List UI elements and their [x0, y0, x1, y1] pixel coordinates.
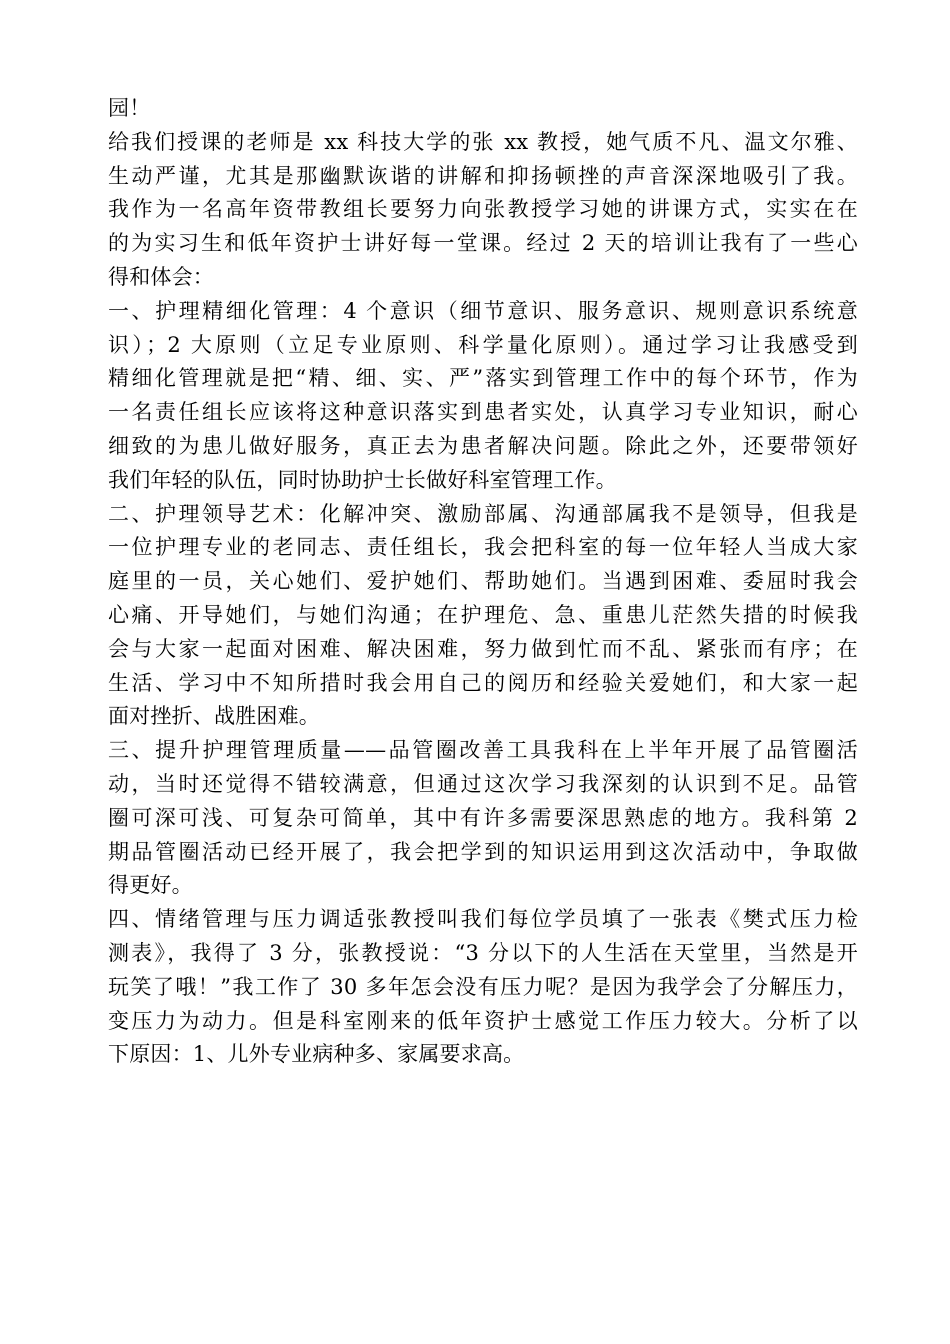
- text-line: 给我们授课的老师是 xx 科技大学的张 xx 教授，她气质不凡、温文尔雅、: [108, 129, 858, 154]
- text-line: 庭里的一员，关心她们、爱护她们、帮助她们。当遇到困难、委屈时我会: [108, 569, 858, 594]
- text-line: 会与大家一起面对困难、解决困难，努力做到忙而不乱、紧张而有序；在: [108, 636, 858, 661]
- text-line: 下原因：1、儿外专业病种多、家属要求高。: [108, 1042, 525, 1067]
- text-line: 一位护理专业的老同志、责任组长，我会把科室的每一位年轻人当成大家: [108, 535, 858, 560]
- text-line: 面对挫折、战胜困难。: [108, 704, 320, 729]
- text-line: 我们年轻的队伍，同时协助护士长做好科室管理工作。: [108, 467, 617, 492]
- text-line: 二、护理领导艺术：化解冲突、激励部属、沟通部属我不是领导，但我是: [108, 501, 858, 526]
- text-line: 得和体会：: [108, 264, 214, 289]
- text-line: 测表》，我得了 3 分，张教授说：“3 分以下的人生活在天堂里，当然是开: [108, 940, 858, 965]
- text-line: 心痛、开导她们，与她们沟通；在护理危、急、重患儿茫然失措的时候我: [108, 602, 858, 627]
- text-line: 生活、学习中不知所措时我会用自己的阅历和经验关爱她们，和大家一起: [108, 670, 858, 695]
- text-line: 动，当时还觉得不错较满意，但通过这次学习我深刻的认识到不足。品管: [108, 771, 858, 796]
- text-line: 一名责任组长应该将这种意识落实到患者实处，认真学习专业知识，耐心: [108, 400, 858, 425]
- text-line: 玩笑了哦！”我工作了 30 多年怎会没有压力呢？是因为我学会了分解压力，: [108, 974, 858, 999]
- text-line: 我作为一名高年资带教组长要努力向张教授学习她的讲课方式，实实在在: [108, 197, 858, 222]
- text-line: 三、提升护理管理质量——品管圈改善工具我科在上半年开展了品管圈活: [108, 738, 858, 763]
- text-line: 期品管圈活动已经开展了，我会把学到的知识运用到这次活动中，争取做: [108, 839, 858, 864]
- text-line: 一、护理精细化管理：4 个意识（细节意识、服务意识、规则意识系统意: [108, 298, 858, 323]
- text-line: 的为实习生和低年资护士讲好每一堂课。经过 2 天的培训让我有了一些心: [108, 231, 858, 256]
- text-line: 细致的为患儿做好服务，真正去为患者解决问题。除此之外，还要带领好: [108, 433, 858, 458]
- text-line: 变压力为动力。但是科室刚来的低年资护士感觉工作压力较大。分析了以: [108, 1008, 858, 1033]
- text-line: 精细化管理就是把“精、细、实、严”落实到管理工作中的每个环节，作为: [108, 366, 858, 391]
- text-line: 生动严谨，尤其是那幽默诙谐的讲解和抑扬顿挫的声音深深地吸引了我。: [108, 163, 858, 188]
- text-line: 得更好。: [108, 873, 193, 898]
- text-line: 四、情绪管理与压力调适张教授叫我们每位学员填了一张表《樊式压力检: [108, 907, 858, 932]
- text-line: 园！: [108, 96, 151, 120]
- text-line: 圈可深可浅、可复杂可简单，其中有许多需要深思熟虑的地方。我科第 2: [108, 805, 858, 830]
- text-line: 识）；2 大原则（立足专业原则、科学量化原则）。通过学习让我感受到: [108, 332, 858, 357]
- document-body: [108, 92, 858, 1072]
